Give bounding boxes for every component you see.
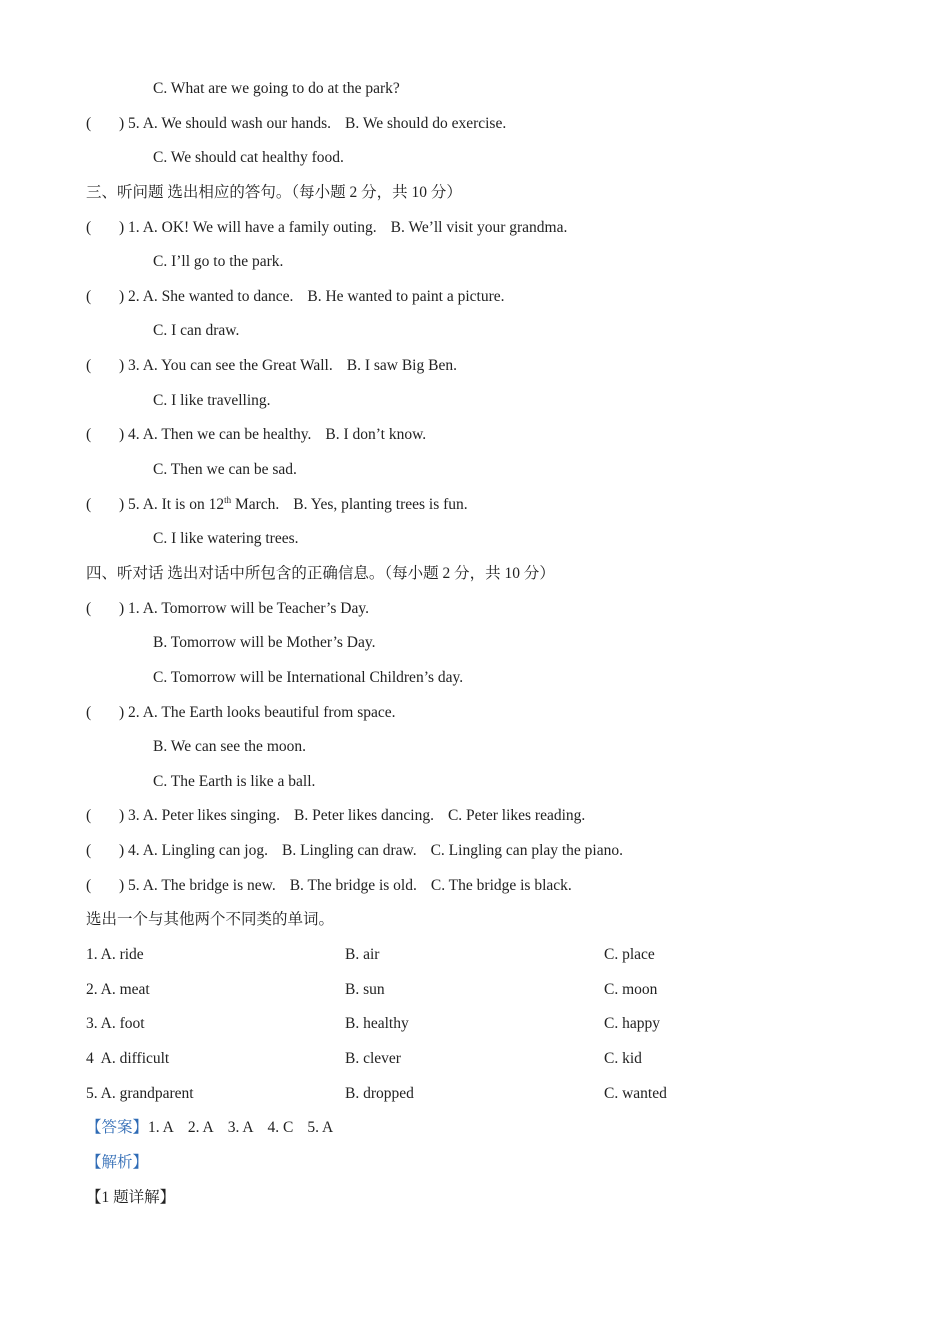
- s4-q3: [0, 799, 950, 834]
- answer-paren: (: [86, 495, 92, 513]
- option-c: C. The bridge is black.: [430, 876, 572, 894]
- s3-q5-option-c: C. I like watering trees.: [153, 530, 299, 548]
- option-b: B. Yes, planting trees is fun.: [293, 495, 468, 513]
- q-number: ) 2.: [119, 703, 140, 721]
- vocab-row: [0, 1042, 950, 1077]
- vocab-option-b: B. dropped: [345, 1084, 414, 1102]
- answer-paren: (: [86, 599, 92, 617]
- answer-paren: (: [86, 426, 92, 444]
- vocab-row: [0, 1007, 950, 1042]
- option-b: B. Peter likes dancing.: [294, 807, 434, 825]
- option-a: A. The bridge is new.: [142, 876, 276, 894]
- q-number: ) 4.: [119, 842, 140, 860]
- q-number: ) 2.: [119, 287, 140, 305]
- q-number: ) 1.: [119, 218, 140, 236]
- analysis-line: [0, 1146, 950, 1181]
- answer-paren: (: [86, 114, 92, 132]
- vocab-row: [0, 938, 950, 973]
- s4-q1: [0, 592, 950, 627]
- s3-q4: [0, 418, 950, 453]
- answer-label: 【答案】: [86, 1119, 149, 1137]
- s3-q2: [0, 280, 950, 315]
- vocab-option-a: 1. A. ride: [86, 946, 144, 964]
- s2-q5: [0, 107, 950, 142]
- s3-q1-option-c: C. I’ll go to the park.: [153, 253, 284, 271]
- s3-q3-option-c: C. I like travelling.: [153, 391, 271, 409]
- answer-item: 3. A: [227, 1119, 254, 1137]
- option-b: B. He wanted to paint a picture.: [307, 287, 505, 305]
- answer-paren: (: [86, 807, 92, 825]
- answer-line: [0, 1111, 950, 1146]
- vocab-option-b: B. sun: [345, 980, 385, 998]
- analysis-label: 【解析】: [86, 1153, 149, 1171]
- option-b: B. I saw Big Ben.: [346, 357, 457, 375]
- ordinal-superscript: th: [224, 494, 232, 505]
- option-a: A. Lingling can jog.: [142, 842, 268, 860]
- vocab-option-c: C. happy: [604, 1015, 660, 1033]
- option-b: B. The bridge is old.: [289, 876, 417, 894]
- answer-paren: (: [86, 876, 92, 894]
- vocab-option-a: 3. A. foot: [86, 1015, 145, 1033]
- vocab-option-b: B. healthy: [345, 1015, 409, 1033]
- option-b: B. Lingling can draw.: [281, 842, 417, 860]
- vocab-row: [0, 1077, 950, 1112]
- s3-q3: [0, 349, 950, 384]
- s3-q5: [0, 488, 950, 523]
- vocab-option-c: C. place: [604, 946, 655, 964]
- vocab-option-b: B. clever: [345, 1049, 401, 1067]
- option-a: A. Tomorrow will be Teacher’s Day.: [142, 599, 369, 617]
- vocab-option-a: 2. A. meat: [86, 980, 150, 998]
- s3-q2-option-c: C. I can draw.: [153, 322, 240, 340]
- vocab-option-a: 4 A. difficult: [86, 1049, 170, 1067]
- vocab-option-c: C. wanted: [604, 1084, 667, 1102]
- q-number: ) 5.: [119, 495, 140, 513]
- option-a: A. She wanted to dance.: [142, 287, 294, 305]
- answer-paren: (: [86, 287, 92, 305]
- s4-q1-option-c: C. Tomorrow will be International Children’s day.: [153, 668, 464, 686]
- vocab-option-b: B. air: [345, 946, 380, 964]
- answer-paren: (: [86, 703, 92, 721]
- answer-item: 4. C: [267, 1119, 294, 1137]
- option-b: B. We’ll visit your grandma.: [390, 218, 568, 236]
- detail-label: 【1 题详解】: [86, 1188, 176, 1206]
- option-a: A. We should wash our hands.: [142, 114, 332, 132]
- s4-q4: [0, 834, 950, 869]
- answer-item: 1. A: [148, 1119, 174, 1137]
- option-a: A. You can see the Great Wall.: [142, 357, 333, 375]
- s3-q4-option-c: C. Then we can be sad.: [153, 461, 297, 479]
- s4-q5: [0, 869, 950, 904]
- vocab-heading: 选出一个与其他两个不同类的单词。: [86, 911, 335, 929]
- option-a: A. The Earth looks beautiful from space.: [142, 703, 396, 721]
- q-number: ) 3.: [119, 357, 140, 375]
- q-number: ) 5.: [119, 876, 140, 894]
- option-c: C. Lingling can play the piano.: [430, 842, 623, 860]
- s3-q1: [0, 211, 950, 246]
- section4-heading: 四、听对话 选出对话中所包含的正确信息。（每小题 2 分，共 10 分）: [86, 564, 555, 582]
- answer-paren: (: [86, 842, 92, 860]
- option-a: A. It is on 12th March.: [142, 494, 280, 513]
- s4-q2: [0, 696, 950, 731]
- q-number: ) 5.: [119, 114, 140, 132]
- s2-q5-option-c: C. We should cat healthy food.: [153, 149, 344, 167]
- vocab-row: [0, 973, 950, 1008]
- answer-item: 2. A: [187, 1119, 214, 1137]
- s4-q2-option-b: B. We can see the moon.: [153, 738, 306, 756]
- s4-q1-option-b: B. Tomorrow will be Mother’s Day.: [153, 634, 376, 652]
- vocab-option-a: 5. A. grandparent: [86, 1084, 194, 1102]
- option-a: A. OK! We will have a family outing.: [142, 218, 377, 236]
- answer-paren: (: [86, 218, 92, 236]
- answer-item: 5. A: [307, 1119, 334, 1137]
- section3-heading: 三、听问题 选出相应的答句。（每小题 2 分，共 10 分）: [86, 183, 462, 201]
- option-b: B. I don’t know.: [325, 426, 427, 444]
- answer-paren: (: [86, 357, 92, 375]
- vocab-option-c: C. kid: [604, 1049, 642, 1067]
- q-number: ) 3.: [119, 807, 140, 825]
- option-b: B. We should do exercise.: [345, 114, 507, 132]
- option-a: A. Peter likes singing.: [142, 807, 281, 825]
- s2-q4-option-c: C. What are we going to do at the park?: [153, 80, 400, 97]
- s4-q2-option-c: C. The Earth is like a ball.: [153, 772, 316, 790]
- q-number: ) 1.: [119, 599, 140, 617]
- option-a: A. Then we can be healthy.: [142, 426, 312, 444]
- vocab-option-c: C. moon: [604, 980, 658, 998]
- q-number: ) 4.: [119, 426, 140, 444]
- option-c: C. Peter likes reading.: [447, 807, 586, 825]
- document-page: [0, 72, 950, 1215]
